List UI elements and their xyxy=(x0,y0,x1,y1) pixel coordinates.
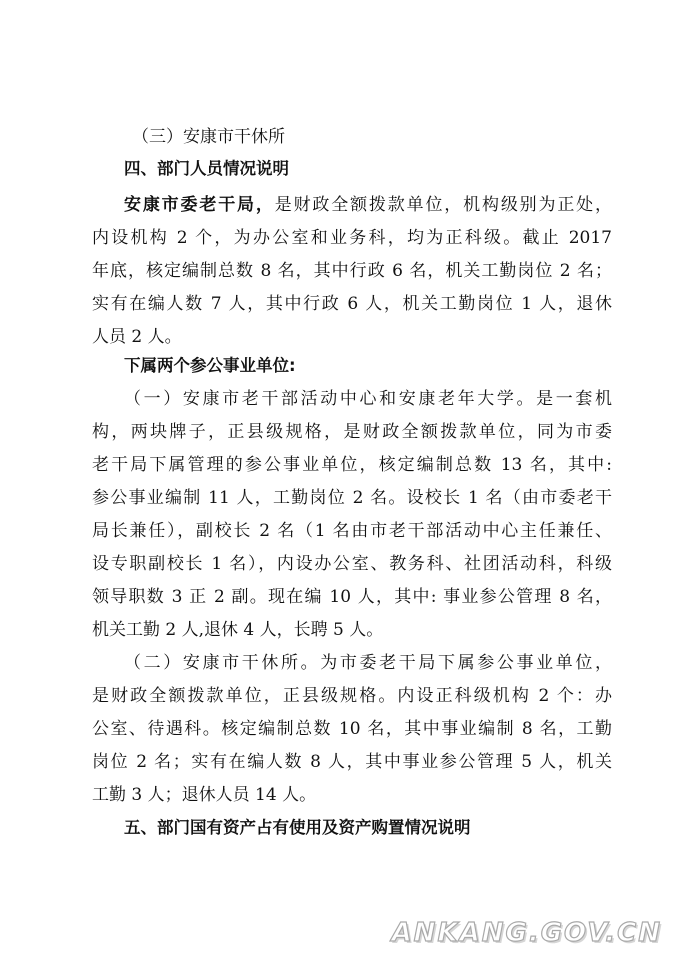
para3-line4: 岗位 2 名；实有在编人数 8 人，其中事业参公管理 5 人，机关 xyxy=(92,752,612,772)
para2-line8: 机关工勤 2 人,退休 4 人，长聘 5 人。 xyxy=(92,620,384,640)
para1-line5: 人员 2 人。 xyxy=(92,327,182,347)
para3-line2: 是财政全额拨款单位，正县级规格。内设正科级机构 2 个：办 xyxy=(92,686,612,706)
para2-line3: 老干局下属管理的参公事业单位，核定编制总数 13 名，其中: xyxy=(92,455,612,475)
para3-line3: 公室、待遇科。核定编制总数 10 名，其中事业编制 8 名，工勤 xyxy=(92,719,612,739)
section-3-item: （三）安康市干休所 xyxy=(132,127,285,147)
para1-line1 xyxy=(124,194,612,216)
para2-line6: 设专职副校长 1 名），内设办公室、教务科、社团活动科，科级 xyxy=(92,554,612,574)
para3-line5: 工勤 3 人；退休人员 14 人。 xyxy=(92,785,317,805)
para1-line3: 年底，核定编制总数 8 名，其中行政 6 名，机关工勤岗位 2 名； xyxy=(92,261,612,281)
para3-line1: （二）安康市干休所。为市委老干局下属参公事业单位， xyxy=(124,653,612,673)
para2-line5: 局长兼任），副校长 2 名（1 名由市老干部活动中心主任兼任、 xyxy=(92,521,612,541)
para1-line1-rest: 是财政全额拨款单位，机构级别为正处， xyxy=(274,195,613,215)
para1-line4: 实有在编人数 7 人，其中行政 6 人，机关工勤岗位 1 人，退休 xyxy=(92,294,612,314)
heading-personnel: 四、部门人员情况说明 xyxy=(124,159,289,178)
para2-line2: 构，两块牌子，正县级规格，是财政全额拨款单位，同为市委 xyxy=(92,422,612,442)
site-watermark: ANKANG.GOV.CN xyxy=(391,918,662,948)
heading-assets: 五、部门国有资产占有使用及资产购置情况说明 xyxy=(124,818,471,837)
sub-heading-units: 下属两个参公事业单位: xyxy=(124,356,296,375)
para2-line7: 领导职数 3 正 2 副。现在编 10 人，其中: 事业参公管理 8 名， xyxy=(92,587,612,607)
para1-line2: 内设机构 2 个，为办公室和业务科，均为正科级。截止 2017 xyxy=(92,228,612,248)
org-name-bold: 安康市委老干局， xyxy=(124,195,275,215)
para2-line4: 参公事业编制 11 人，工勤岗位 2 名。设校长 1 名（由市委老干 xyxy=(92,488,612,508)
para2-line1: （一）安康市老干部活动中心和安康老年大学。是一套机 xyxy=(124,389,612,409)
